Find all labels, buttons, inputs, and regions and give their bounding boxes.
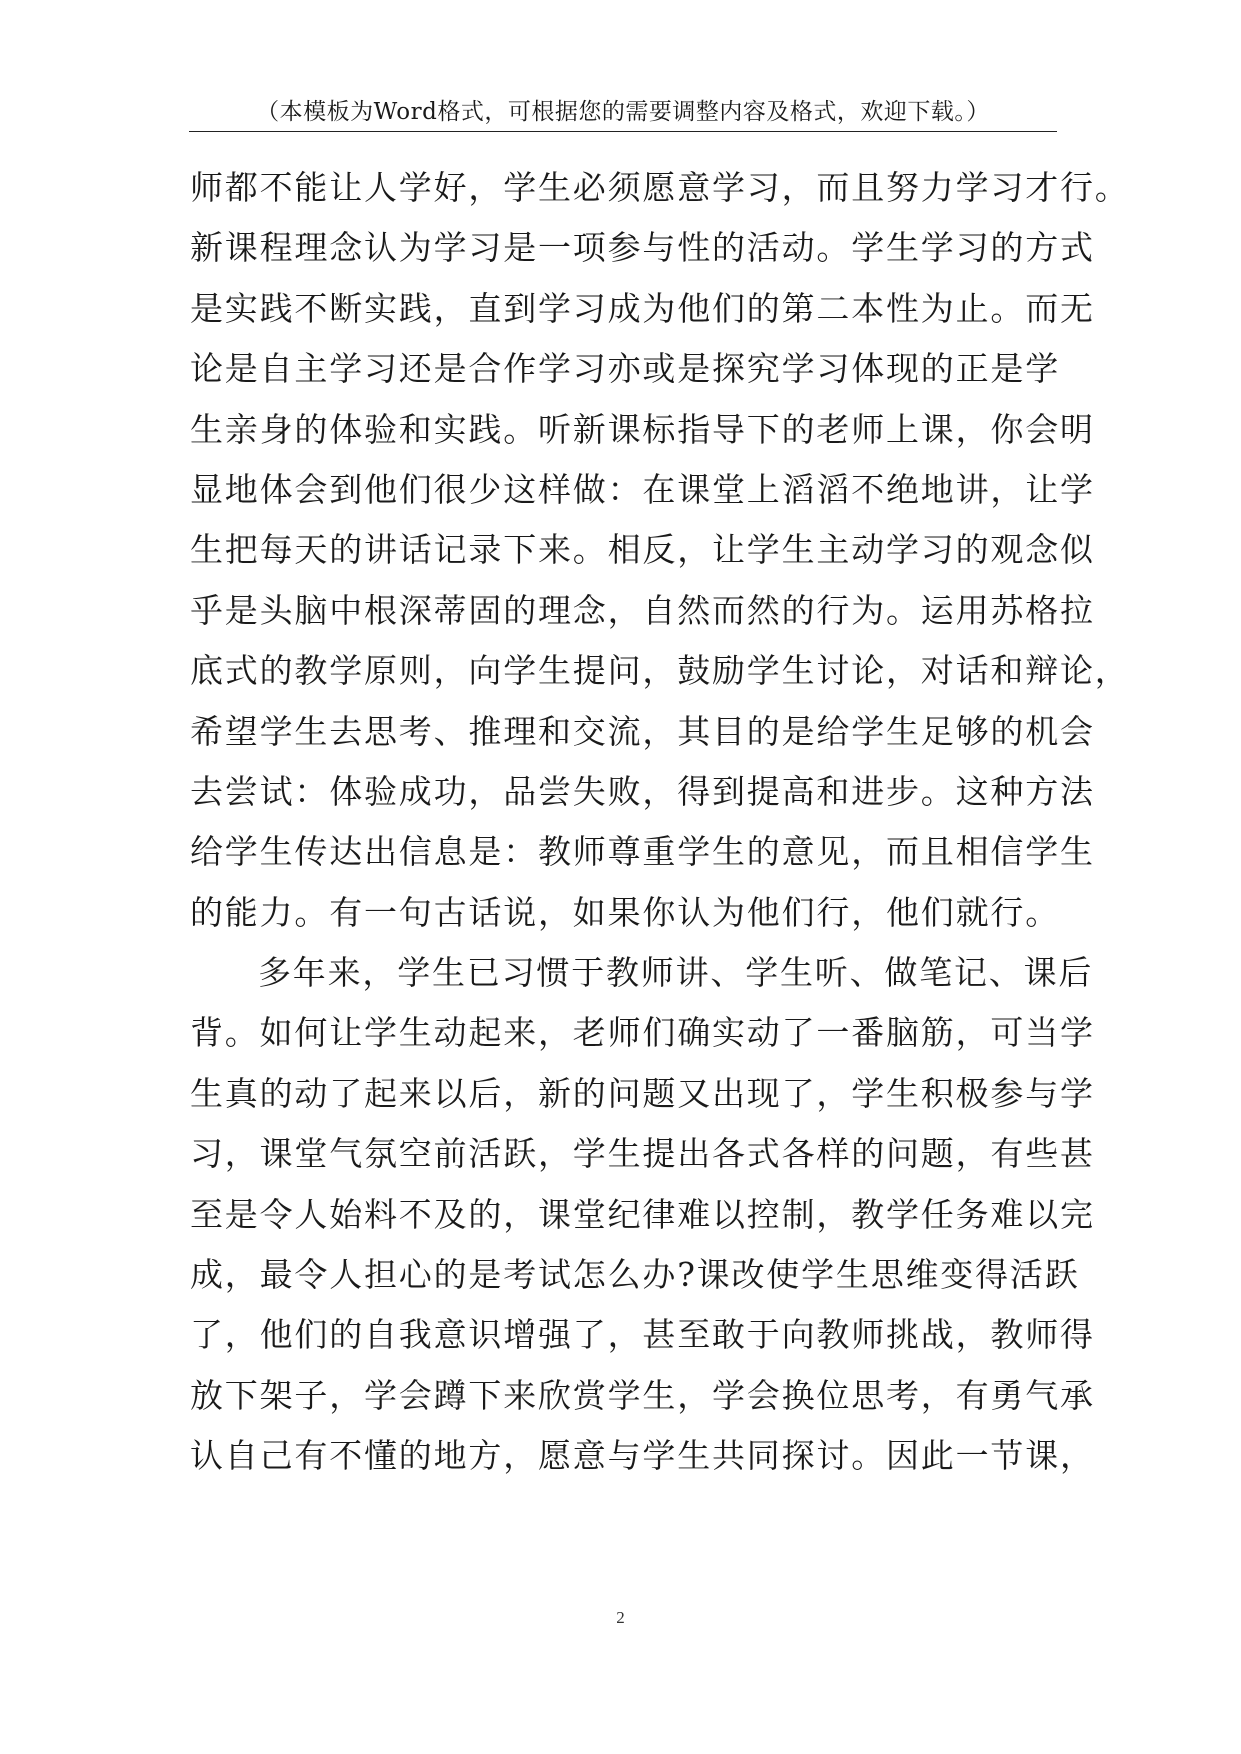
text-line: 了，他们的自我意识增强了，甚至敢于向教师挑战，教师得: [190, 1315, 1095, 1355]
text-line: 生真的动了起来以后，新的问题又出现了，学生积极参与学: [190, 1073, 1095, 1113]
text-line: 给学生传达出信息是：教师尊重学生的意见，而且相信学生: [190, 832, 1095, 872]
text-line: 生把每天的讲话记录下来。相反，让学生主动学习的观念似: [190, 530, 1095, 570]
text-line: 显地体会到他们很少这样做：在课堂上滔滔不绝地讲，让学: [190, 469, 1095, 509]
body-text: [190, 158, 1130, 1487]
text-line: 师都不能让人学好，学生必须愿意学习，而且努力学习才行。: [190, 168, 1130, 207]
text-line: 习，课堂气氛空前活跃，学生提出各式各样的问题，有些甚: [190, 1134, 1095, 1174]
text-line: 新课程理念认为学习是一项参与性的活动。学生学习的方式: [190, 228, 1095, 268]
text-line: 乎是头脑中根深蒂固的理念，自然而然的行为。运用苏格拉: [190, 590, 1095, 630]
page-header: （本模板为Word格式，可根据您的需要调整内容及格式，欢迎下载。）: [256, 99, 990, 125]
text-line: 去尝试：体验成功，品尝失败，得到提高和进步。这种方法: [190, 771, 1095, 811]
text-line: 的能力。有一句古话说，如果你认为他们行，他们就行。: [190, 892, 1060, 932]
text-line: 背。如何让学生动起来，老师们确实动了一番脑筋，可当学: [190, 1013, 1095, 1053]
text-line: 希望学生去思考、推理和交流，其目的是给学生足够的机会: [190, 711, 1095, 751]
header-divider: [189, 131, 1057, 132]
text-line: 至是令人始料不及的，课堂纪律难以控制，教学任务难以完: [190, 1194, 1095, 1234]
text-line: 认自己有不懂的地方，愿意与学生共同探讨。因此一节课，: [190, 1436, 1095, 1476]
text-line: 是实践不断实践，直到学习成为他们的第二本性为止。而无: [190, 288, 1095, 328]
paragraph-start-line: 多年来，学生已习惯于教师讲、学生听、做笔记、课后: [258, 953, 1094, 993]
page-number: 2: [616, 1608, 625, 1627]
text-line: 放下架子，学会蹲下来欣赏学生，学会换位思考，有勇气承: [190, 1375, 1095, 1415]
text-line: 论是自主学习还是合作学习亦或是探究学习体现的正是学: [190, 349, 1060, 389]
text-line: 生亲身的体验和实践。听新课标指导下的老师上课，你会明: [190, 409, 1095, 449]
text-line: 底式的教学原则，向学生提问，鼓励学生讨论，对话和辩论，: [190, 651, 1130, 691]
text-line: 成，最令人担心的是考试怎么办?课改使学生思维变得活跃: [190, 1255, 1080, 1295]
